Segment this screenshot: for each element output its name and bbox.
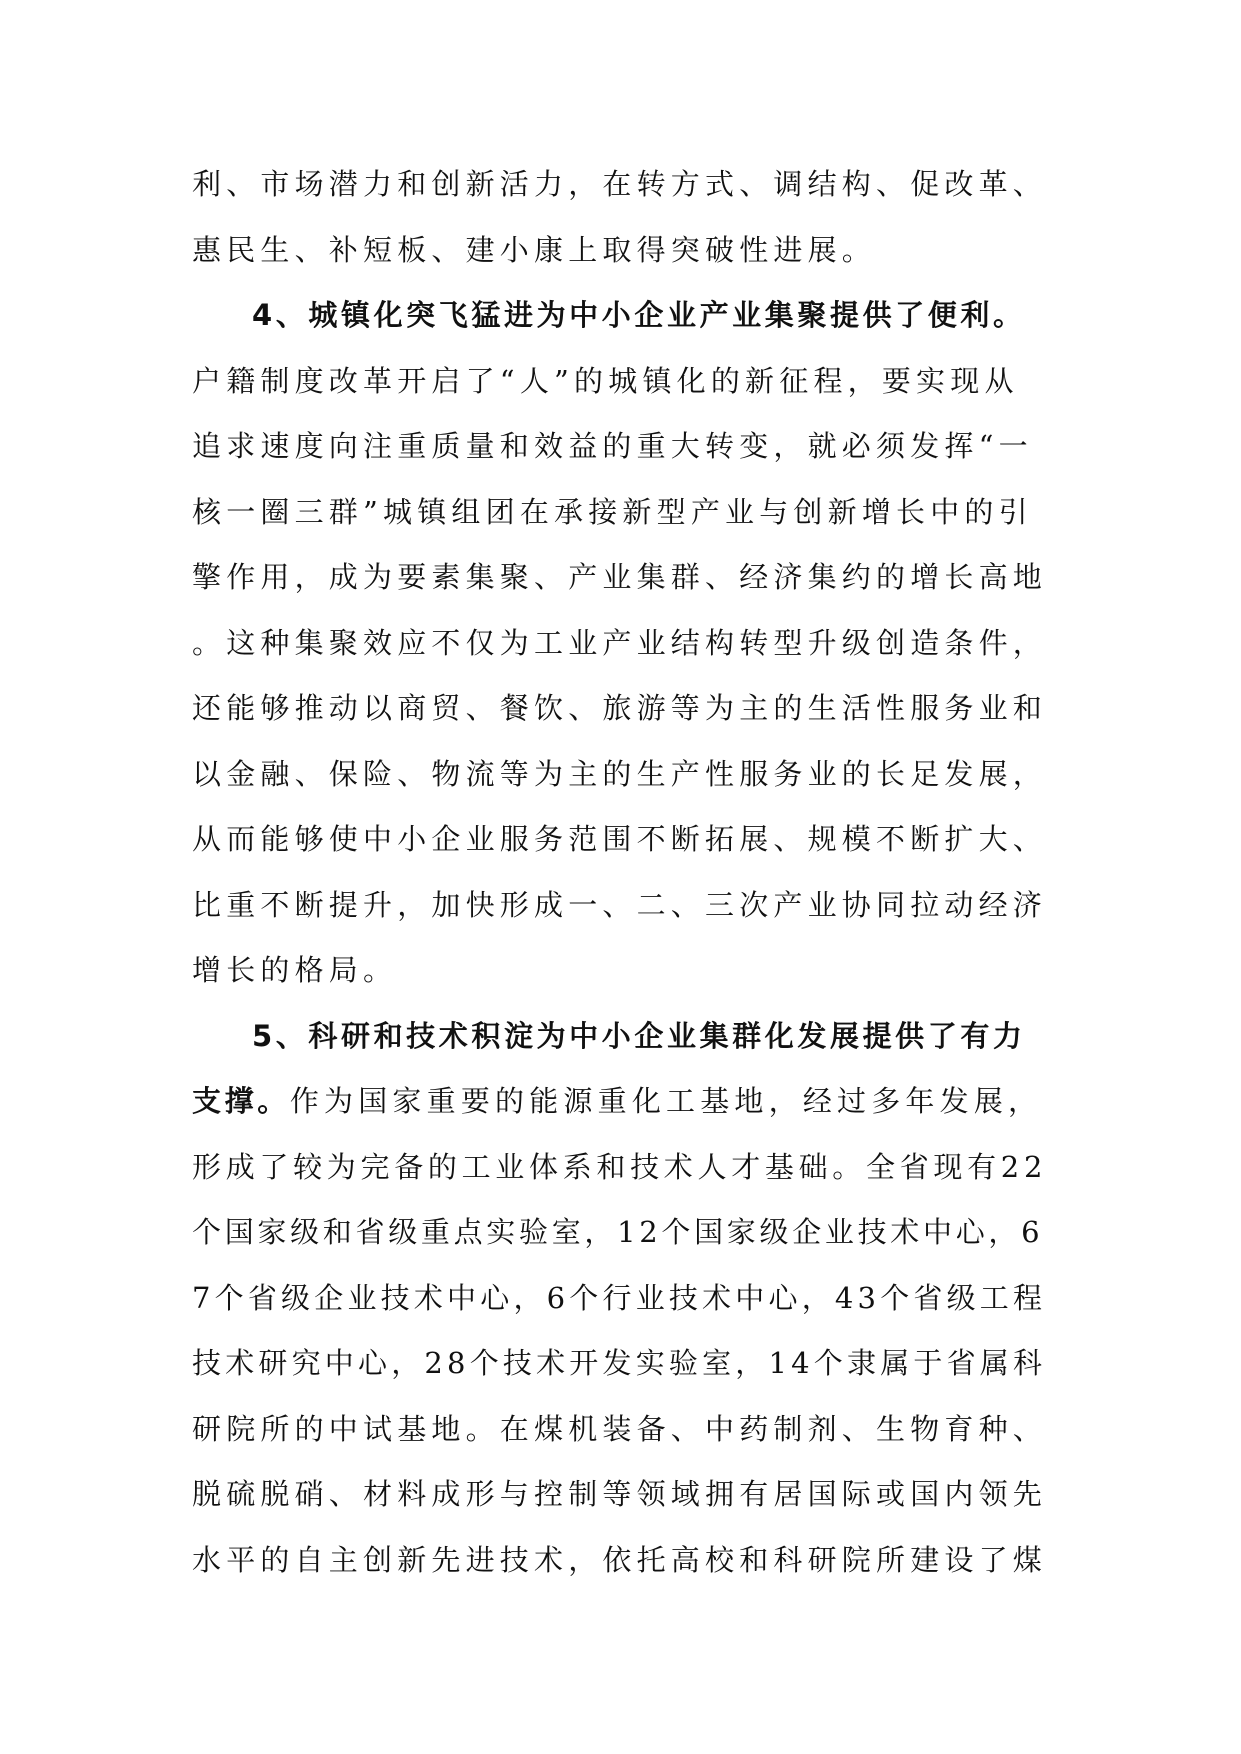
text-line: 水平的自主创新先进技术，依托高校和科研院所建设了煤 — [192, 1542, 1048, 1577]
text-line: 擎作用，成为要素集聚、产业集群、经济集约的增长高地 — [192, 560, 1048, 594]
section-heading-4: 4、城镇化突飞猛进为中小企业产业集聚提供了便利。 — [252, 298, 1026, 332]
text-span: 作为国家重要的能源重化工基地，经过多年发展， — [289, 1084, 1043, 1118]
text-line: 增长的格局。 — [192, 953, 398, 987]
document-body — [192, 152, 1052, 1593]
text-line: 形成了较为完备的工业体系和技术人才基础。全省现有22 — [192, 1149, 1048, 1184]
section-heading-5-tail: 支撑。 — [192, 1084, 290, 1118]
text-line: 从而能够使中小企业服务范围不断拓展、规模不断扩大、 — [192, 822, 1048, 856]
text-line: 利、市场潜力和创新活力，在转方式、调结构、促改革、 — [192, 167, 1048, 201]
text-line: 以金融、保险、物流等为主的生产性服务业的长足发展， — [192, 756, 1048, 791]
text-line: 脱硫脱硝、材料成形与控制等领域拥有居国际或国内领先 — [192, 1477, 1048, 1511]
text-line: 核一圈三群”城镇组团在承接新型产业与创新增长中的引 — [192, 494, 1033, 529]
text-line: 追求速度向注重质量和效益的重大转变，就必须发挥“一 — [192, 429, 1033, 463]
text-line: 惠民生、补短板、建小康上取得突破性进展。 — [192, 232, 877, 267]
text-line-mixed — [192, 1069, 1052, 1135]
text-line: 还能够推动以商贸、餐饮、旅游等为主的生活性服务业和 — [192, 691, 1048, 725]
text-line: 7个省级企业技术中心，6个行业技术中心，43个省级工程 — [192, 1280, 1047, 1315]
text-line: 比重不断提升，加快形成一、二、三次产业协同拉动经济 — [192, 887, 1048, 922]
text-line: 研院所的中试基地。在煤机装备、中药制剂、生物育种、 — [192, 1411, 1048, 1446]
text-line: 。这种集聚效应不仅为工业产业结构转型升级创造条件， — [192, 625, 1048, 660]
text-line: 个国家级和省级重点实验室，12个国家级企业技术中心，6 — [192, 1215, 1044, 1249]
text-line: 户籍制度改革开启了“人”的城镇化的新征程，要实现从 — [192, 363, 1019, 398]
text-line: 技术研究中心，28个技术开发实验室，14个隶属于省属科 — [192, 1346, 1047, 1380]
section-heading-5: 5、科研和技术积淀为中小企业集群化发展提供了有力 — [252, 1018, 1026, 1053]
